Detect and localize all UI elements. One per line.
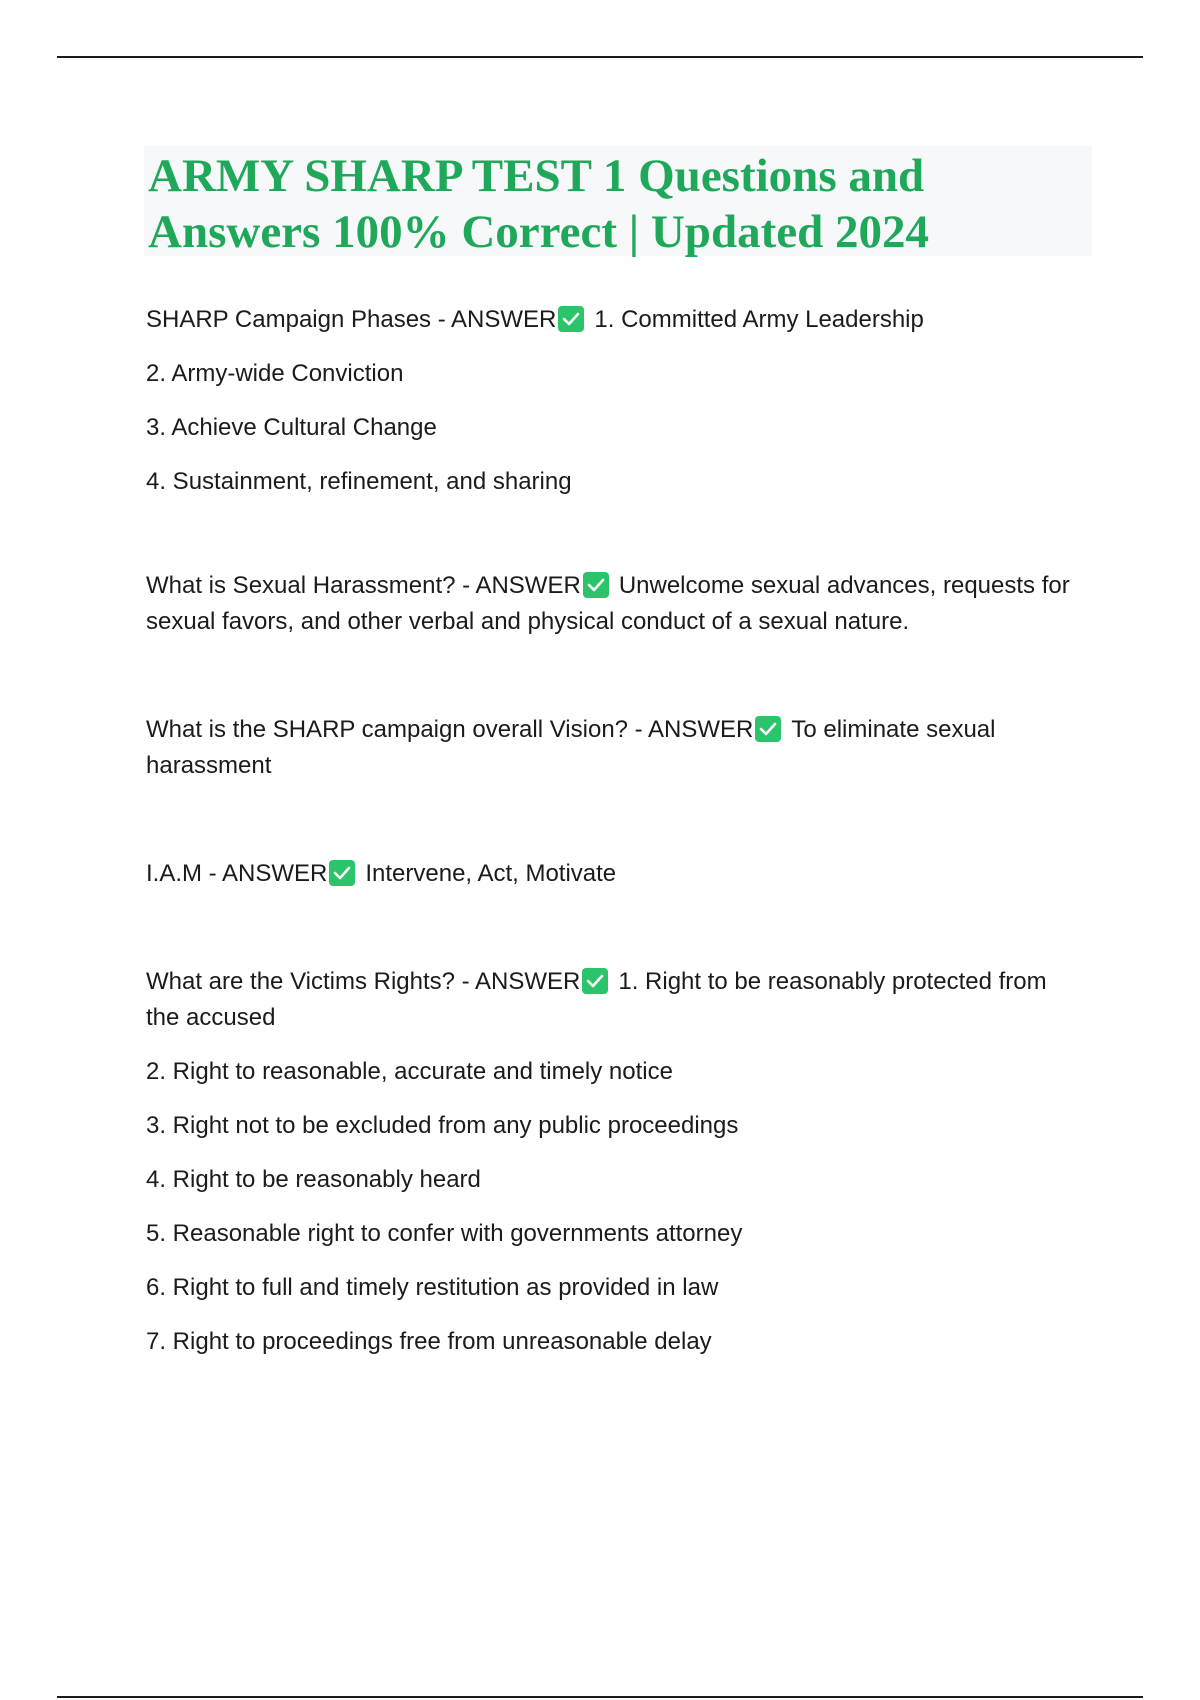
check-box-icon	[558, 306, 584, 332]
answer-line: 4. Sustainment, refinement, and sharing	[146, 468, 572, 495]
qa-item-campaign-vision	[146, 712, 1086, 784]
answer-line: 6. Right to full and timely restitution as provided in law	[146, 1274, 719, 1301]
answer-line: 3. Achieve Cultural Change	[146, 414, 437, 441]
answer-line: 7. Right to proceedings free from unreasonable delay	[146, 1328, 712, 1355]
answer-text: Intervene, Act, Motivate	[365, 860, 617, 887]
answer-line: 2. Right to reasonable, accurate and timely notice	[146, 1058, 673, 1085]
question-text: SHARP Campaign Phases - ANSWER	[146, 306, 557, 333]
qa-item-sexual-harassment	[146, 568, 1086, 640]
answer-line: 3. Right not to be excluded from any public proceedings	[146, 1112, 739, 1139]
answer-text: To eliminate sexual harassment	[146, 716, 996, 779]
bottom-rule	[57, 1696, 1143, 1698]
qa-item-victims-rights	[146, 964, 1086, 1360]
qa-content	[146, 302, 1086, 1360]
document-title: ARMY SHARP TEST 1 Questions and Answers 100% Correct | Updated 2024	[148, 150, 929, 258]
check-box-icon	[583, 572, 609, 598]
answer-line: 4. Right to be reasonably heard	[146, 1166, 481, 1193]
question-text: What is Sexual Harassment? - ANSWER	[146, 572, 581, 599]
answer-text: 1. Right to be reasonably protected from the accused	[146, 968, 1047, 1031]
check-box-icon	[582, 968, 608, 994]
qa-item-sharp-phases	[146, 302, 1086, 500]
question-text: What is the SHARP campaign overall Vision? - ANSWER	[146, 716, 754, 743]
answer-line: 5. Reasonable right to confer with governments attorney	[146, 1220, 743, 1247]
top-rule	[57, 56, 1143, 58]
question-text: What are the Victims Rights? - ANSWER	[146, 968, 581, 995]
answer-text: Unwelcome sexual advances, requests for sexual favors, and other verbal and physical conduct of a sexual nature.	[146, 572, 1070, 635]
answer-line: 2. Army-wide Conviction	[146, 360, 404, 387]
check-box-icon	[755, 716, 781, 742]
question-text: I.A.M - ANSWER	[146, 860, 328, 887]
check-box-icon	[329, 860, 355, 886]
answer-text: 1. Committed Army Leadership	[594, 306, 924, 333]
qa-item-iam	[146, 856, 1086, 892]
